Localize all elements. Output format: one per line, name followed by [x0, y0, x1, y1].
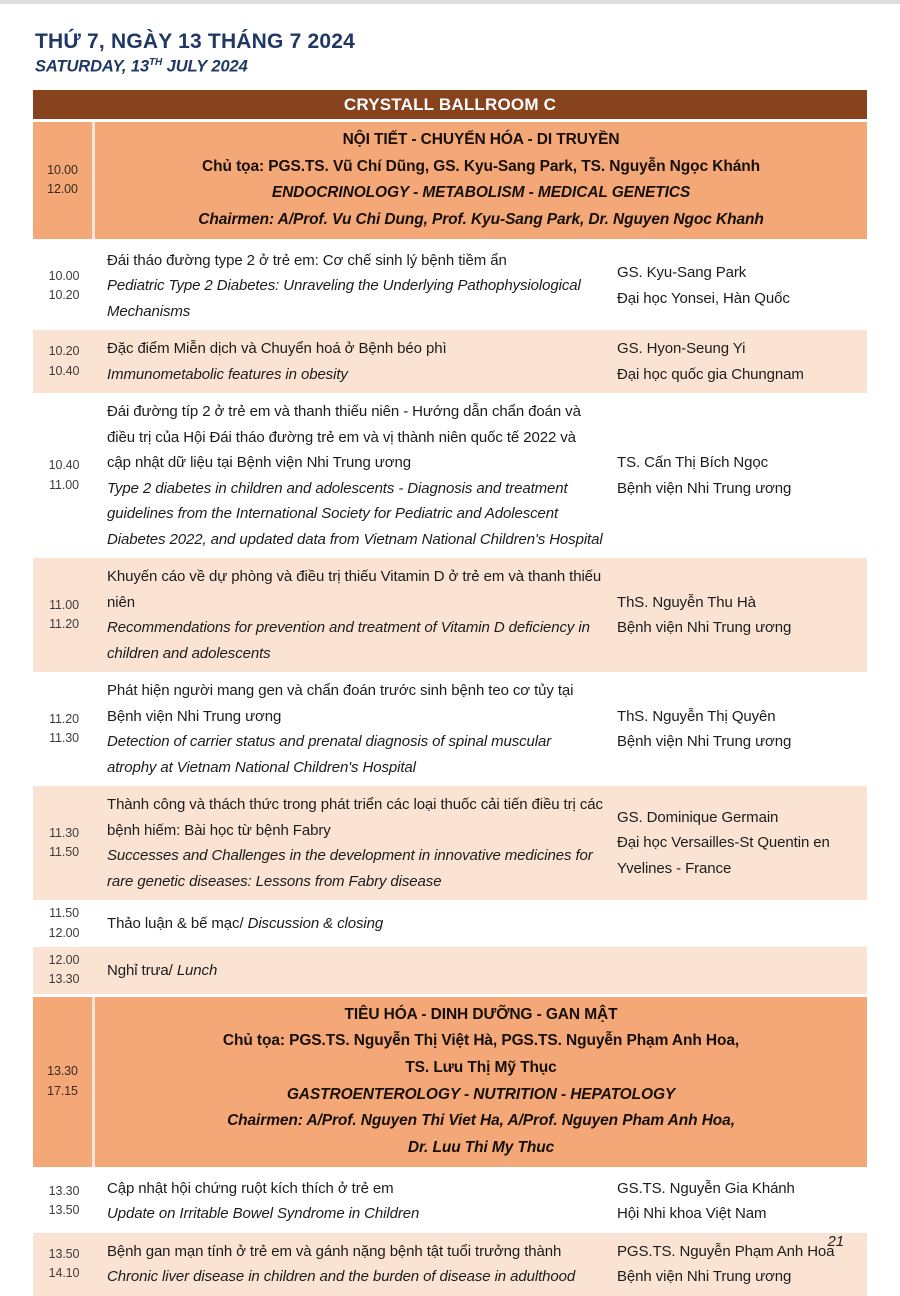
speaker-name: ThS. Nguyễn Thị Quyên: [617, 707, 776, 725]
talk-titles: [95, 330, 617, 393]
speaker-affiliation: Bệnh viện Nhi Trung ương: [617, 619, 792, 637]
time-start: 10.00: [47, 162, 78, 177]
time-end: 11.30: [49, 731, 79, 746]
talk-titles: [95, 393, 617, 558]
room-title: CRYSTALL BALLROOM C: [343, 94, 557, 114]
speaker-name: GS. Hyon-Seung Yi: [617, 340, 746, 358]
title-en-ordinal: TH: [149, 57, 163, 68]
speaker-cell: [617, 1170, 867, 1233]
speaker-affiliation: Đại học quốc gia Chungnam: [617, 365, 804, 383]
time-slot: [33, 393, 95, 558]
break-row: [33, 947, 867, 994]
speaker-affiliation: Bệnh viện Nhi Trung ương: [617, 733, 792, 751]
talk-titles: [95, 786, 617, 900]
talk-title-en: Recommendations for prevention and treatment of Vitamin D deficiency in children and adolescents: [107, 619, 590, 662]
talk-row: [33, 330, 867, 393]
break-text-vi: Nghỉ trưa/: [107, 961, 177, 979]
talk-title-en: Type 2 diabetes in children and adolescents - Diagnosis and treatment guidelines from the International Society for Pediatric and Adolescent Diabetes 2022, and updated data from Vietnam National Children's Hospital: [107, 479, 603, 548]
time-end: 12.00: [48, 925, 80, 940]
session-header-content: [95, 997, 867, 1167]
break-row: [33, 900, 867, 947]
break-label: [95, 947, 867, 994]
talk-row: [33, 672, 867, 786]
time-end: 17.15: [47, 1083, 78, 1098]
talk-titles: [95, 672, 617, 786]
speaker-name: GS. Kyu-Sang Park: [617, 264, 747, 282]
time-slot: [33, 1233, 95, 1296]
time-start: 10.00: [48, 268, 80, 283]
talk-titles: [95, 1170, 617, 1233]
talk-row: [33, 558, 867, 672]
page-number: 21: [827, 1233, 844, 1250]
speaker-cell: [617, 393, 867, 558]
time-slot: [33, 1170, 95, 1233]
session-header-line: NỘI TIẾT - CHUYỂN HÓA - DI TRUYỀN: [342, 131, 620, 148]
break-text-en: Lunch: [176, 961, 218, 979]
session-header-line: Dr. Luu Thi My Thuc: [407, 1138, 555, 1156]
speaker-name: GS. Dominique Germain: [617, 808, 779, 826]
document-header: [35, 30, 355, 77]
time-slot: [33, 997, 95, 1167]
talk-title-en: Successes and Challenges in the development in innovative medicines for rare genetic diseases: Lessons from Fabry disease: [107, 847, 593, 890]
talk-title-en: Immunometabolic features in obesity: [107, 365, 348, 383]
time-start: 13.30: [48, 1183, 80, 1198]
time-start: 13.30: [47, 1064, 78, 1079]
talk-titles: [95, 242, 617, 331]
page-title-vi: THỨ 7, NGÀY 13 THÁNG 7 2024: [35, 30, 356, 53]
time-end: 11.00: [49, 477, 79, 492]
time-slot: [33, 900, 95, 947]
speaker-name: TS. Cấn Thị Bích Ngọc: [617, 454, 769, 472]
title-en-prefix: SATURDAY, 13: [35, 57, 150, 76]
time-start: 11.20: [49, 711, 79, 726]
talk-title-vi: Thành công và thách thức trong phát triển các loại thuốc cải tiến điều trị các bệnh hiếm: Bài học từ bệnh Fabry: [107, 796, 603, 839]
speaker-affiliation: Đại học Yonsei, Hàn Quốc: [617, 289, 790, 307]
speaker-cell: [617, 558, 867, 672]
break-label: [95, 900, 867, 947]
time-end: 10.20: [48, 287, 80, 302]
time-start: 10.40: [48, 458, 80, 473]
session-header-line: Chủ tọa: PGS.TS. Nguyễn Thị Việt Hà, PGS.TS. Nguyễn Phạm Anh Hoa,: [222, 1032, 740, 1050]
time-end: 12.00: [47, 182, 78, 197]
session-header-line: TS. Lưu Thị Mỹ Thục: [405, 1058, 557, 1076]
time-slot: [33, 558, 95, 672]
talk-row: [33, 786, 867, 900]
room-header-bar: [33, 90, 867, 119]
time-start: 11.30: [49, 825, 79, 840]
time-slot: [33, 672, 95, 786]
time-end: 10.40: [48, 363, 80, 378]
session-header-line: ENDOCRINOLOGY - METABOLISM - MEDICAL GENETICS: [271, 184, 691, 202]
time-start: 10.20: [48, 344, 80, 359]
schedule-table: [33, 122, 867, 1296]
speaker-cell: [617, 330, 867, 393]
time-start: 11.00: [49, 597, 79, 612]
time-start: 11.50: [49, 906, 79, 921]
page-title-en: [35, 57, 355, 77]
time-end: 13.50: [48, 1203, 80, 1218]
session-header-line: Chủ tọa: PGS.TS. Vũ Chí Dũng, GS. Kyu-Sang Park, TS. Nguyễn Ngọc Khánh: [202, 157, 760, 175]
break-text-en: Discussion & closing: [247, 915, 384, 932]
session-header-line: GASTROENTEROLOGY - NUTRITION - HEPATOLOGY: [286, 1085, 676, 1103]
speaker-name: ThS. Nguyễn Thu Hà: [617, 593, 756, 611]
time-slot: [33, 947, 95, 994]
session-header-row: [33, 997, 867, 1167]
speaker-cell: [617, 242, 867, 331]
talk-title-vi: Phát hiện người mang gen và chẩn đoán trước sinh bệnh teo cơ tủy tại Bệnh viện Nhi Trung ương: [107, 682, 574, 725]
talk-row: [33, 1233, 867, 1296]
speaker-affiliation: Hội Nhi khoa Việt Nam: [617, 1205, 767, 1223]
time-end: 11.20: [49, 617, 79, 632]
title-en-suffix: JULY 2024: [162, 57, 248, 76]
time-slot: [33, 122, 95, 239]
speaker-affiliation: Bệnh viện Nhi Trung ương: [617, 479, 792, 497]
talk-row: [33, 242, 867, 331]
talk-titles: [95, 1233, 617, 1296]
talk-title-en: Update on Irritable Bowel Syndrome in Children: [107, 1205, 420, 1223]
time-slot: [33, 330, 95, 393]
talk-title-vi: Bệnh gan mạn tính ở trẻ em và gánh nặng bệnh tật tuổi trưởng thành: [107, 1242, 562, 1260]
break-text: [107, 915, 383, 932]
break-text-vi: Thảo luận & bế mạc/: [107, 915, 248, 932]
talk-title-vi: Đặc điểm Miễn dịch và Chuyển hoá ở Bệnh béo phì: [107, 340, 447, 358]
talk-title-vi: Cập nhật hội chứng ruột kích thích ở trẻ em: [107, 1179, 394, 1197]
talk-title-vi: Khuyến cáo về dự phòng và điều trị thiếu Vitamin D ở trẻ em và thanh thiếu niên: [107, 568, 602, 611]
speaker-name: GS.TS. Nguyễn Gia Khánh: [617, 1179, 795, 1197]
session-header-content: [95, 122, 867, 239]
break-text: [107, 962, 217, 979]
time-end: 13.30: [48, 972, 80, 987]
time-start: 13.50: [48, 1246, 80, 1261]
time-start: 12.00: [48, 952, 80, 967]
talk-row: [33, 393, 867, 558]
time-slot: [33, 242, 95, 331]
speaker-name: PGS.TS. Nguyễn Phạm Anh Hoa: [617, 1242, 835, 1260]
page-edge-strip: [0, 0, 900, 4]
talk-title-vi: Đái đường típ 2 ở trẻ em và thanh thiếu niên - Hướng dẫn chẩn đoán và điều trị của Hội Đái tháo đường trẻ em và vị thành niên quốc tế 2022 và cập nhật dữ liệu tại Bệnh viện Nhi Trung ương: [107, 403, 581, 472]
talk-row: [33, 1170, 867, 1233]
time-end: 14.10: [48, 1266, 80, 1281]
talk-titles: [95, 558, 617, 672]
speaker-affiliation: Bệnh viện Nhi Trung ương: [617, 1268, 792, 1286]
talk-title-en: Pediatric Type 2 Diabetes: Unraveling the Underlying Pathophysiological Mechanisms: [107, 277, 581, 320]
speaker-cell: [617, 672, 867, 786]
time-slot: [33, 786, 95, 900]
session-header-line: Chairmen: A/Prof. Vu Chi Dung, Prof. Kyu-Sang Park, Dr. Nguyen Ngoc Khanh: [198, 210, 764, 228]
session-header-line: Chairmen: A/Prof. Nguyen Thi Viet Ha, A/Prof. Nguyen Pham Anh Hoa,: [227, 1112, 735, 1130]
session-header-line: TIÊU HÓA - DINH DƯỠNG - GAN MẬT: [344, 1005, 618, 1023]
speaker-cell: [617, 786, 867, 900]
talk-title-en: Chronic liver disease in children and the burden of disease in adulthood: [107, 1268, 576, 1286]
speaker-affiliation: Đại học Versailles-St Quentin en Yvelines - France: [617, 834, 830, 877]
talk-title-vi: Đái tháo đường type 2 ở trẻ em: Cơ chế sinh lý bệnh tiềm ẩn: [107, 251, 507, 269]
time-end: 11.50: [49, 845, 79, 860]
session-header-row: [33, 122, 867, 239]
talk-title-en: Detection of carrier status and prenatal diagnosis of spinal muscular atrophy at Vietnam National Children's Hospital: [107, 733, 552, 776]
